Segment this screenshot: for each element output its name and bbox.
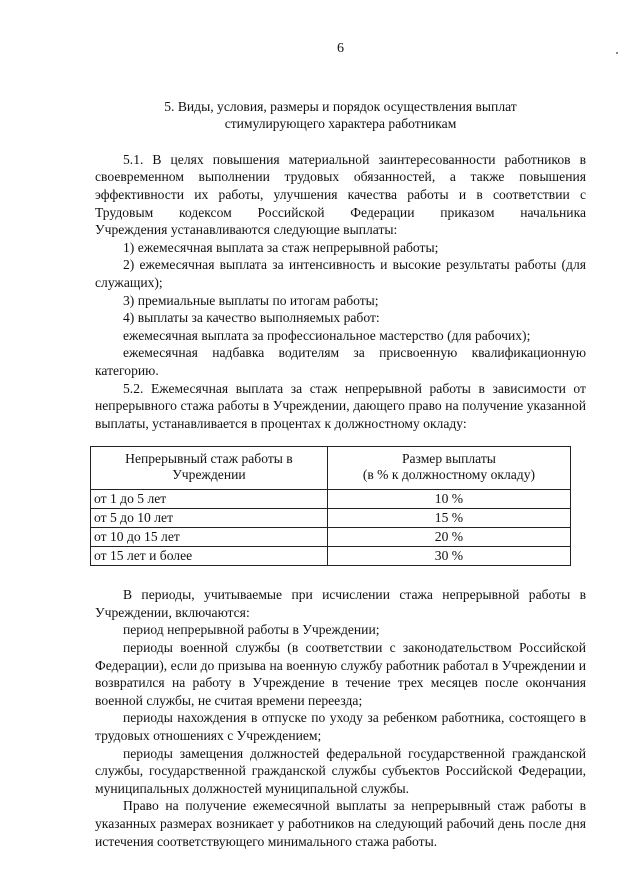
col-header-period — [91, 447, 328, 490]
table-row — [91, 547, 571, 566]
seniority-rate-table — [90, 446, 571, 566]
period-item: периоды военной службы (в соответствии с законодательством Российской Федерации), если до призыва на военную службу работник работал в Учреждении и возвратился на работу в Учреждение в течение трех месяцев после окончания военной службы, не считая времени переезда; — [95, 640, 586, 708]
list-item: 4) выплаты за качество выполняемых работ: — [123, 310, 380, 326]
period-cell: от 15 лет и более — [91, 547, 328, 566]
period-item: период непрерывной работы в Учреждении; — [123, 622, 380, 638]
rate-cell: 30 % — [327, 547, 570, 566]
rate-cell: 15 % — [327, 509, 570, 528]
scan-dot — [616, 52, 618, 54]
paragraph-line: 5.1. В целях повышения материальной заинтересованности работников в — [123, 151, 586, 167]
list-item: ежемесячная выплата за профессиональное мастерство (для рабочих); — [123, 327, 531, 343]
period-item: периоды нахождения в отпуске по уходу за ребенком работника, состоящего в трудовых отношениях с Учреждением; — [95, 710, 586, 744]
rate-cell: 20 % — [327, 528, 570, 547]
table-header-row — [91, 447, 571, 490]
col-header-period-line-1: Непрерывный стаж работы в — [125, 451, 293, 467]
list-item: 3) премиальные выплаты по итогам работы; — [123, 292, 379, 308]
col-header-period-line-2: Учреждении — [172, 467, 246, 483]
list-item: ежемесячная надбавка водителям за присвоенную квалификационную категорию. — [95, 345, 586, 378]
section-heading — [95, 98, 586, 133]
paragraph-line: Трудовым кодексом Российской Федерации приказом начальника — [95, 204, 586, 220]
period-cell: от 1 до 5 лет — [91, 490, 328, 509]
paragraph-line: эффективности их работы, улучшения качества работы и в соответствии с — [95, 186, 586, 202]
periods-intro: В периоды, учитываемые при исчислении стажа непрерывной работы в Учреждении, включаются: — [95, 587, 586, 620]
col-header-rate-line-2: (в % к должностному окладу) — [362, 467, 536, 483]
heading-line-2: стимулирующего характера работникам — [224, 116, 457, 132]
col-header-rate — [327, 447, 570, 490]
period-cell: от 10 до 15 лет — [91, 528, 328, 547]
period-cell: от 5 до 10 лет — [91, 509, 328, 528]
page-number: 6 — [337, 41, 344, 56]
periods-closing: Право на получение ежемесячной выплаты за непрерывный стаж работы в указанных размерах возникает у работников на следующий рабочий день после дня истечения соответствующего минимального стажа работы. — [95, 798, 586, 849]
table-row — [91, 490, 571, 509]
table-row — [91, 528, 571, 547]
paragraph-line: своевременном выполнении трудовых обязанностей, а также повышения — [95, 169, 586, 185]
section-5-2: 5.2. Ежемесячная выплата за стаж непрерывной работы в зависимости от непрерывного стажа работы в Учреждении, дающего право на получение указанной выплаты, устанавливается в процентах к должностному окладу: — [95, 380, 586, 431]
section-5-1 — [95, 151, 586, 380]
periods-section — [95, 586, 586, 850]
col-header-rate-line-1: Размер выплаты — [401, 451, 496, 467]
rate-cell: 10 % — [327, 490, 570, 509]
list-item: 2) ежемесячная выплата за интенсивность и высокие результаты работы (для служащих); — [95, 257, 586, 290]
period-item: периоды замещения должностей федеральной государственной гражданской службы, государственной гражданской службы субъектов Российской Федерации, муниципальных должностей муниципальной службы. — [95, 745, 586, 796]
list-item: 1) ежемесячная выплата за стаж непрерывной работы; — [123, 239, 439, 255]
heading-line-1: 5. Виды, условия, размеры и порядок осуществления выплат — [164, 98, 517, 114]
paragraph-line: Учреждения устанавливаются следующие выплаты: — [95, 222, 398, 238]
table-row — [91, 509, 571, 528]
document-page — [95, 40, 586, 850]
